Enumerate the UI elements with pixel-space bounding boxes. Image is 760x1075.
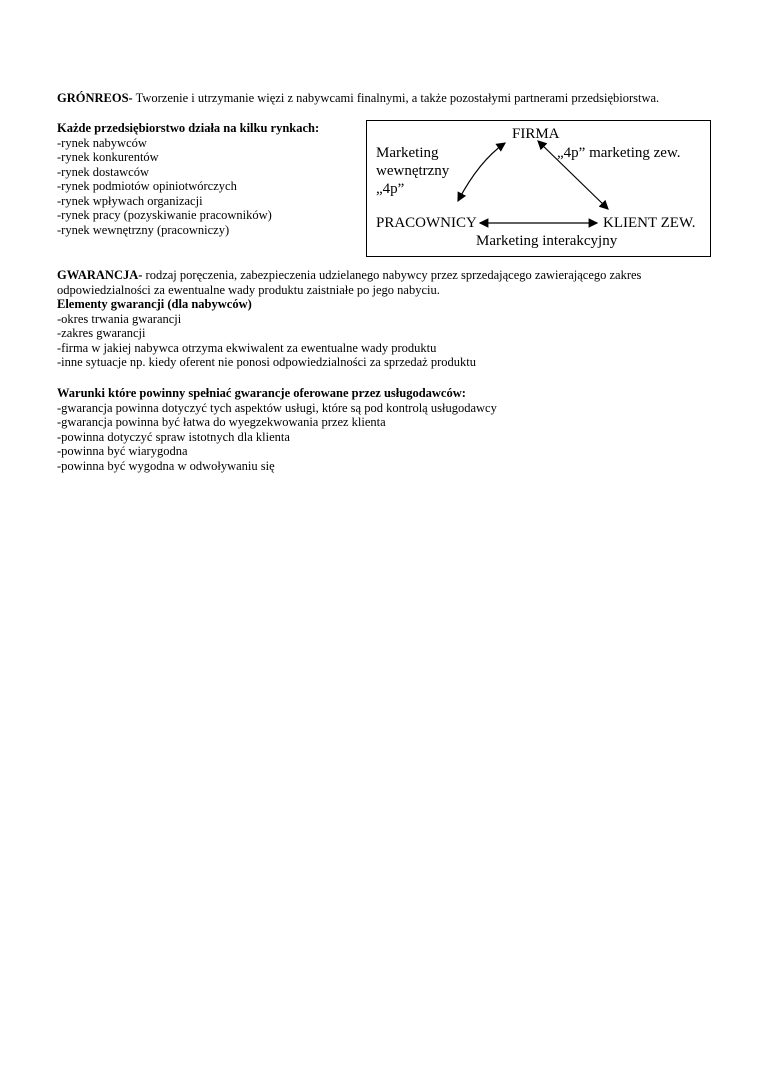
markets-heading: Każde przedsiębiorstwo działa na kilku rynkach: (57, 121, 320, 135)
list-item: -rynek dostawców (57, 165, 149, 179)
label-interactive-marketing: Marketing interakcyjny (476, 233, 618, 249)
guarantee-elements-heading: Elementy gwarancji (dla nabywców) (57, 297, 252, 311)
list-item: -powinna być wiarygodna (57, 444, 188, 458)
list-item: -gwarancja powinna dotyczyć tych aspektów usługi, które są pod kontrolą usługodawcy (57, 401, 497, 415)
node-pracownicy: PRACOWNICY (376, 215, 477, 231)
list-item: -rynek konkurentów (57, 150, 159, 164)
label-internal-marketing-3: „4p” (376, 181, 405, 197)
guarantee-paragraph (57, 268, 641, 283)
list-item: -rynek wewnętrzny (pracowniczy) (57, 223, 230, 237)
arrow-internal-marketing (458, 143, 505, 201)
list-item: -rynek nabywców (57, 136, 147, 150)
guarantee-definition-1: rodzaj poręczenia, zabezpieczenia udzielanego nabywcy przez sprzedającego zawierającego zakres (142, 268, 642, 282)
intro-term: GRÓNREOS- (57, 91, 133, 105)
intro-paragraph (57, 91, 659, 106)
list-item: -powinna dotyczyć spraw istotnych dla klienta (57, 430, 290, 444)
node-klient: KLIENT ZEW. (603, 215, 696, 231)
list-item: -rynek pracy (pozyskiwanie pracowników) (57, 208, 272, 222)
list-item: -firma w jakiej nabywca otrzyma ekwiwalent za ewentualne wady produktu (57, 341, 437, 355)
list-item: -okres trwania gwarancji (57, 312, 182, 326)
conditions-heading: Warunki które powinny spełniać gwarancje oferowane przez usługodawców: (57, 386, 466, 400)
intro-definition: Tworzenie i utrzymanie więzi z nabywcami finalnymi, a także pozostałymi partnerami przedsiębiorstwa. (132, 91, 660, 105)
marketing-triangle-diagram (366, 120, 711, 257)
list-item: -zakres gwarancji (57, 326, 146, 340)
list-item: -inne sytuacje np. kiedy oferent nie ponosi odpowiedzialności za sprzedaż produktu (57, 355, 476, 369)
list-item: -gwarancja powinna być łatwa do wyegzekwowania przez klienta (57, 415, 386, 429)
guarantee-definition-2: odpowiedzialności za ewentualne wady produktu zaistniałe po jego nabyciu. (57, 283, 440, 297)
guarantee-term: GWARANCJA- (57, 268, 143, 282)
list-item: -powinna być wygodna w odwoływaniu się (57, 459, 275, 473)
label-internal-marketing-2: wewnętrzny (376, 163, 450, 179)
list-item: -rynek podmiotów opiniotwórczych (57, 179, 237, 193)
label-internal-marketing-1: Marketing (376, 145, 439, 161)
node-firma: FIRMA (512, 126, 560, 142)
list-item: -rynek wpływach organizacji (57, 194, 203, 208)
label-external-marketing: „4p” marketing zew. (557, 145, 681, 161)
